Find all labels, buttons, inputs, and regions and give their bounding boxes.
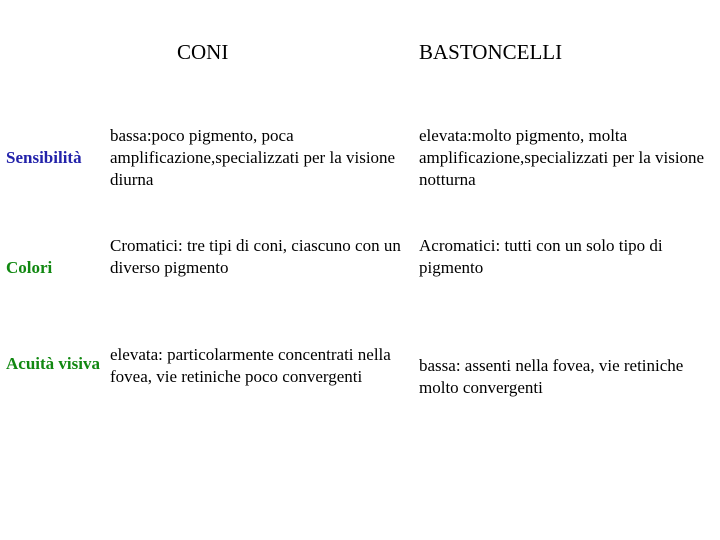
- cell-sensibilita-bastoncelli: elevata:molto pigmento, molta amplificazione,specializzati per la visione notturna: [419, 126, 705, 189]
- cell-acuita-bastoncelli: bassa: assenti nella fovea, vie retiniche molto convergenti: [419, 356, 684, 397]
- row-label-acuita-visiva: Acuità visiva: [6, 354, 100, 373]
- row-label-sensibilita: Sensibilità: [6, 148, 82, 167]
- cell-colori-coni: Cromatici: tre tipi di coni, ciascuno con un diverso pigmento: [110, 236, 401, 277]
- cell-acuita-coni: elevata: particolarmente concentrati nella fovea, vie retiniche poco convergenti: [110, 345, 391, 386]
- row-label-colori: Colori: [6, 258, 53, 277]
- cell-colori-bastoncelli: Acromatici: tutti con un solo tipo di pigmento: [419, 236, 663, 277]
- cell-sensibilita-coni: bassa:poco pigmento, poca amplificazione,specializzati per la visione diurna: [110, 126, 396, 189]
- header-bastoncelli: BASTONCELLI: [419, 40, 563, 64]
- header-coni: CONI: [177, 40, 229, 64]
